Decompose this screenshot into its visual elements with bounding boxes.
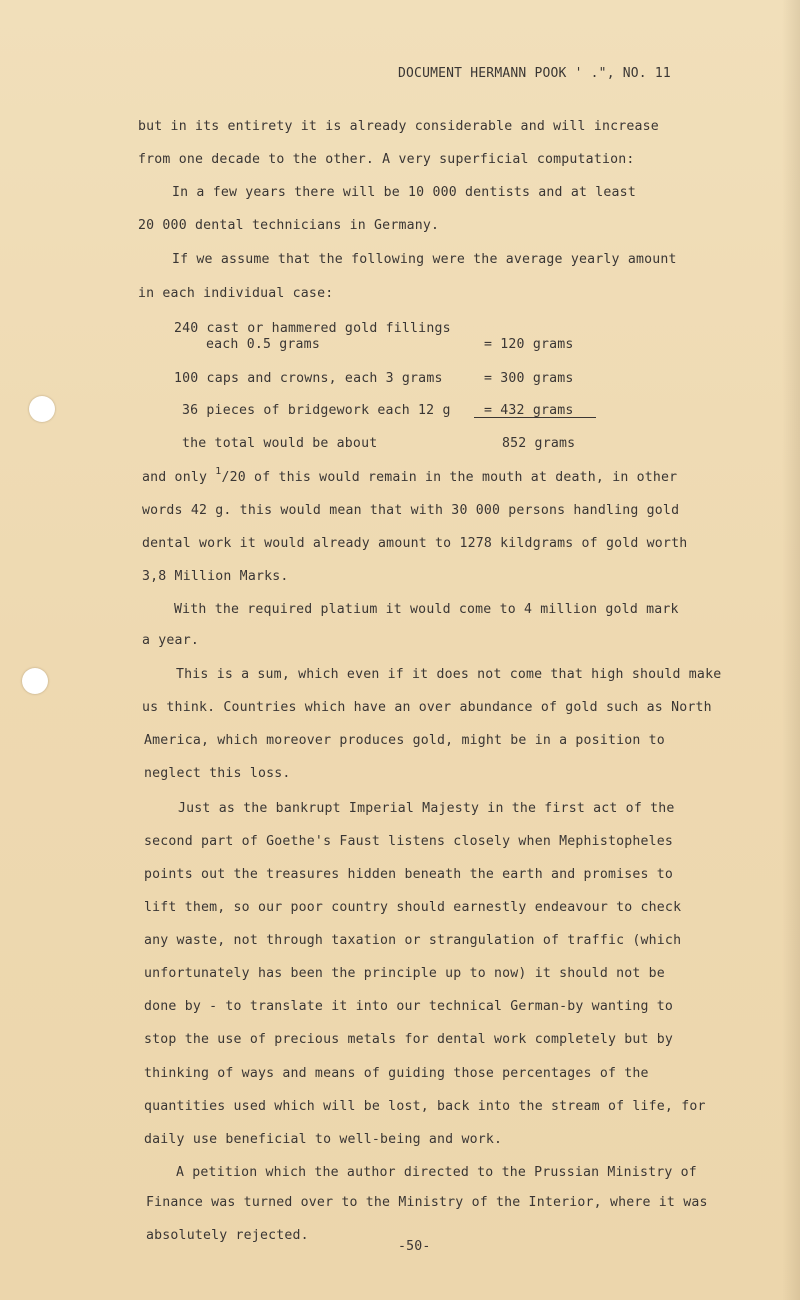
text-line: unfortunately has been the principle up to now) it should not be [144, 966, 665, 981]
document-header: DOCUMENT HERMANN POOK ' .", NO. 11 [398, 66, 671, 81]
text-line: any waste, not through taxation or strangulation of traffic (which [144, 933, 682, 948]
text-line: If we assume that the following were the average yearly amount [172, 252, 677, 267]
text-line: thinking of ways and means of guiding those percentages of the [144, 1066, 649, 1081]
table-row-label: 36 pieces of bridgework each 12 g [182, 403, 451, 418]
table-total-label: the total would be about [182, 436, 378, 451]
text-line: done by - to translate it into our technical German-by wanting to [144, 999, 674, 1014]
text-line: daily use beneficial to well-being and work. [144, 1132, 503, 1147]
text-line: but in its entirety it is already considerable and will increase [138, 119, 659, 134]
text-line: dental work it would already amount to 1278 kildgrams of gold worth [142, 536, 688, 551]
text-line: in each individual case: [138, 286, 334, 301]
table-total-value: 852 grams [502, 436, 576, 451]
text-line: points out the treasures hidden beneath the earth and promises to [144, 867, 674, 882]
text-line: absolutely rejected. [146, 1228, 309, 1243]
text-line: Finance was turned over to the Ministry of the Interior, where it was [146, 1195, 708, 1210]
text-line: words 42 g. this would mean that with 30 000 persons handling gold [142, 503, 680, 518]
text-line [142, 466, 678, 485]
superscript-numerator: 1 [215, 466, 222, 477]
text-line: With the required platium it would come to 4 million gold mark [174, 602, 679, 617]
text-line: In a few years there will be 10 000 dentists and at least [172, 185, 636, 200]
page-edge-shadow [782, 0, 800, 1300]
text-line: from one decade to the other. A very superficial computation: [138, 152, 635, 167]
text-line: This is a sum, which even if it does not come that high should make [176, 667, 722, 682]
sum-underline [474, 417, 596, 418]
text-line: quantities used which will be lost, back into the stream of life, for [144, 1099, 706, 1114]
text-line: stop the use of precious metals for dental work completely but by [144, 1032, 674, 1047]
table-row-label: 240 cast or hammered gold fillings [174, 321, 451, 336]
text-line: 3,8 Million Marks. [142, 569, 289, 584]
text-line: second part of Goethe's Faust listens closely when Mephistopheles [144, 834, 674, 849]
text-line: America, which moreover produces gold, might be in a position to [144, 733, 665, 748]
text-line: A petition which the author directed to the Prussian Ministry of [176, 1165, 697, 1180]
text-fragment: and only [142, 470, 216, 485]
text-line: a year. [142, 633, 199, 648]
punch-hole-lower [22, 668, 48, 694]
table-row-value: = 432 grams [484, 403, 574, 418]
text-line: lift them, so our poor country should earnestly endeavour to check [144, 900, 682, 915]
text-line: us think. Countries which have an over abundance of gold such as North [142, 700, 712, 715]
table-row-value: = 120 grams [484, 337, 574, 352]
text-line: Just as the bankrupt Imperial Majesty in the first act of the [178, 801, 675, 816]
text-line: neglect this loss. [144, 766, 291, 781]
text-line: 20 000 dental technicians in Germany. [138, 218, 440, 233]
table-row-label: each 0.5 grams [206, 337, 320, 352]
table-row-value: = 300 grams [484, 371, 574, 386]
text-fragment: /20 of this would remain in the mouth at death, in other [221, 470, 678, 485]
punch-hole-upper [29, 396, 55, 422]
page-number: -50- [398, 1239, 431, 1254]
table-row-label: 100 caps and crowns, each 3 grams [174, 371, 443, 386]
